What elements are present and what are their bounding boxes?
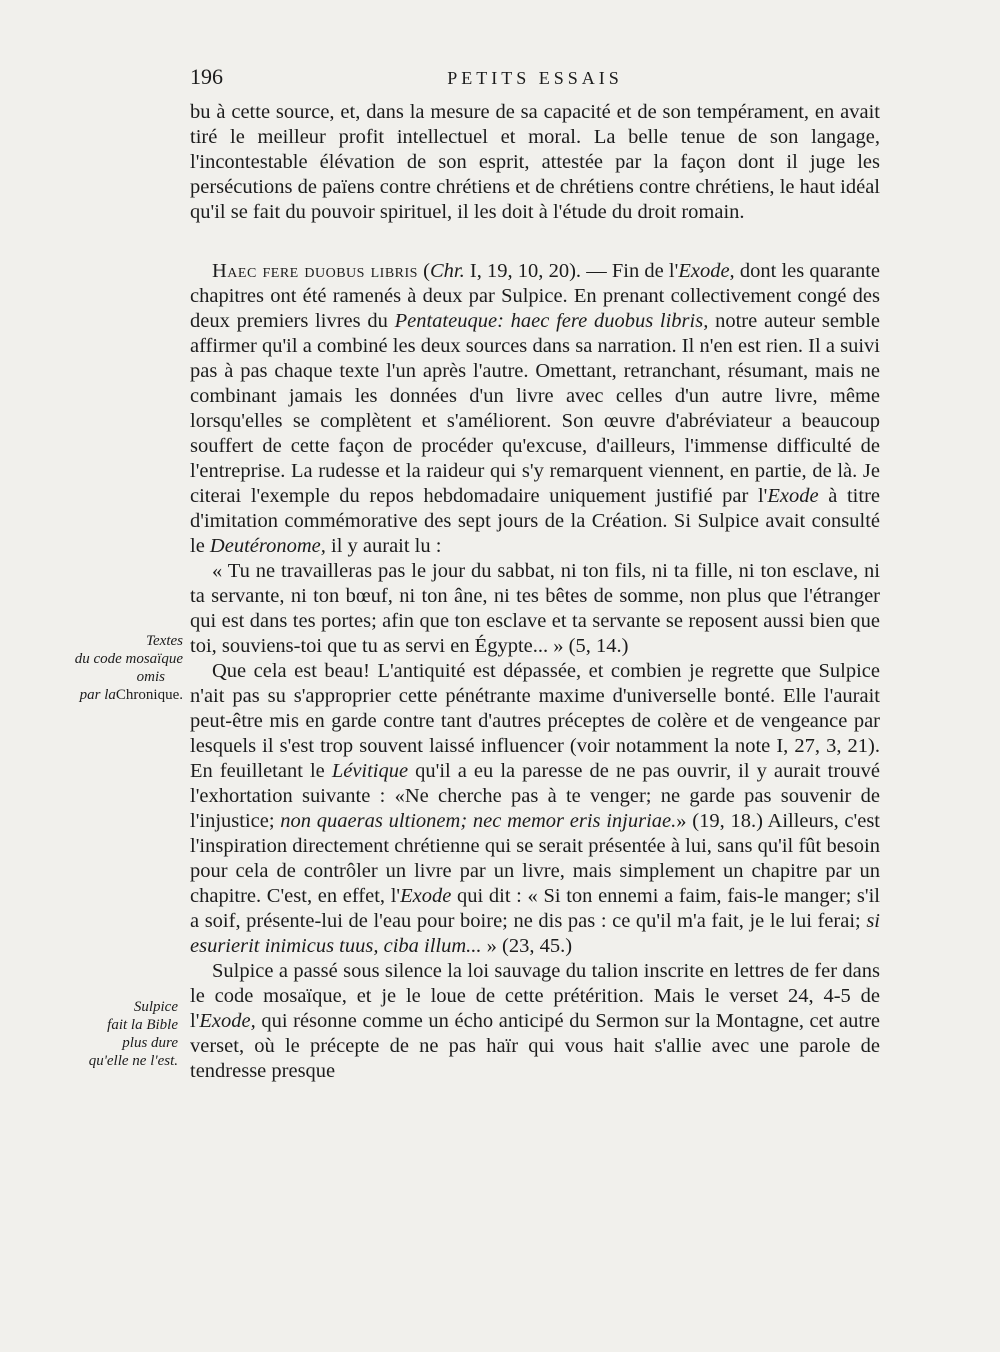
margin-note-2: Sulpice fait la Bible plus dure qu'elle ne l'est. xyxy=(88,999,178,1069)
running-title: PETITS ESSAIS xyxy=(447,68,623,88)
lemma: Haec fere duobus libris xyxy=(212,260,418,282)
page-header xyxy=(190,64,880,98)
paragraph-2: Haec fere duobus libris (Chr. I, 19, 10, 20). — Fin de l'Exode, dont les quarante chapitres ont été ramenés à deux par Sulpice. En prenant collectivement congé des deux premiers livres du Pentateuque: haec fere duobus libris, notre auteur semble affirmer qu'il a combiné les deux sources dans sa narration. Il n'en est rien. Il a suivi pas à pas chaque texte l'un après l'autre. Omettant, retranchant, résumant, mais ne combinant jamais les données d'un livre avec celles d'un autre livre, même lorsqu'elles se complètent et s'améliorent. Son œuvre d'abréviateur a beaucoup souffert de cette façon de procéder qu'excuse, d'ailleurs, l'immense difficulté de l'entreprise. La rudesse et la raideur qui s'y remarquent viennent, en partie, de là. Je citerai l'exemple du repos hebdomadaire uniquement justifié par l'Exode à titre d'imitation commémorative des sept jours de la Création. Si Sulpice avait consulté le Deutéronome, il y aurait lu : xyxy=(190,260,880,557)
paragraph-3-quote: « Tu ne travailleras pas le jour du sabbat, ni ton fils, ni ta fille, ni ton esclave, ni ta servante, ni ton bœuf, ni ton âne, ni tes bêtes de somme, non plus que l'étranger qui est dans tes portes; afin que ton esclave et ta servante se reposent aussi bien que toi, souviens-toi que tu as servi en Égypte... » (5, 14.) xyxy=(190,560,880,657)
ref-chr: Chr. xyxy=(429,260,465,282)
page-number: 196 xyxy=(190,64,223,89)
paragraph-4: Que cela est beau! L'antiquité est dépassée, et combien je regrette que Sulpice n'ait pas su s'approprier cette pénétrante maxime d'universelle bonté. Elle l'aurait peut-être mis en garde contre tant d'autres préceptes de colère et de vengeance par lesquels il s'est trop souvent laissé influencer (voir notamment la note I, 27, 3, 21). En feuilletant le Lévitique qu'il a eu la paresse de ne pas ouvrir, il y aurait trouvé l'exhortation suivante : «Ne cherche pas à te venger; ne garde pas souvenir de l'injustice; non quaeras ultionem; nec memor eris injuriae.» (19, 18.) Ailleurs, c'est l'inspiration directement chrétienne qui se serait présentée à lui, sans qu'il fût besoin pour cela de contrôler un livre par un livre, mais simplement un chapitre par un chapitre. C'est, en effet, l'Exode qui dit : « Si ton ennemi a faim, fais-le manger; s'il a soif, présente-lui de l'eau pour boire; ne dis pas : ce qu'il m'a fait, je le lui ferai; si esurierit inimicus tuus, ciba illum... » (23, 45.) xyxy=(190,660,880,957)
paragraph-1: bu à cette source, et, dans la mesure de sa capacité et de son tempérament, en avait tiré le meilleur profit intellectuel et moral. La belle tenue de son langage, l'incontestable élévation de son esprit, attestée par la façon dont il juge les persécutions de païens contre chrétiens et de chrétiens contre chrétiens, le haut idéal qu'il se fait du pouvoir spirituel, il les doit à l'étude du droit romain. xyxy=(190,101,880,223)
margin-note-1: Textes du code mosaïque omis par laChronique. xyxy=(74,633,183,703)
paragraph-5: Sulpice a passé sous silence la loi sauvage du talion inscrite en lettres de fer dans le code mosaïque, et je le loue de cette prétérition. Mais le verset 24, 4-5 de l'Exode, qui résonne comme un écho anticipé du Sermon sur la Montagne, cet autre verset, où le précepte de ne pas haïr qui vous hait s'allie avec une parole de tendresse presque xyxy=(190,960,880,1082)
section-gap xyxy=(190,225,880,259)
main-text xyxy=(190,100,880,1084)
